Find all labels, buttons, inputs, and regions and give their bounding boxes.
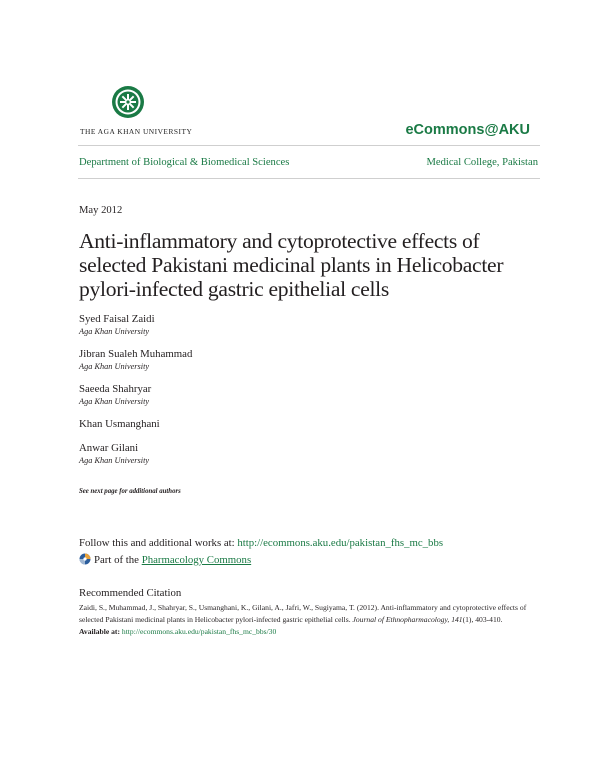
author-entry [79, 418, 379, 431]
author-name: Khan Usmanghani [79, 418, 160, 430]
network-icon [79, 553, 91, 565]
author-affiliation: Aga Khan University [79, 397, 150, 406]
available-at-label: Available at: [79, 627, 122, 636]
author-affiliation: Aga Khan University [79, 456, 150, 465]
author-affiliation: Aga Khan University [79, 327, 150, 336]
collection-url-link[interactable]: http://ecommons.aku.edu/pakistan_fhs_mc_bbs [237, 537, 444, 549]
author-entry [79, 383, 379, 407]
pharmacology-commons-link[interactable]: Pharmacology Commons [141, 554, 252, 566]
article-title: Anti-inflammatory and cytoprotective effects of selected Pakistani medicinal plants in Helicobacter pylori-infected gastric epithelial cells [79, 229, 504, 301]
author-affiliation: Aga Khan University [79, 362, 150, 371]
publication-date: May 2012 [79, 205, 123, 216]
citation-journal: Journal of Ethnopharmacology, 141 [352, 615, 463, 624]
citation-body: Zaidi, S., Muhammad, J., Shahryar, S., Usmanghani, K., Gilani, A., Jafri, W., Sugiyama, T. (2012). Anti-inflammatory and cytoprotective effects of selected Pakistani medicinal plants in Helicobacter pylori-infected gastric epithelial cells. [79, 603, 527, 624]
follow-line [79, 537, 443, 549]
citation-text [79, 602, 534, 638]
author-entry [79, 348, 379, 372]
citation-issue: (1), 403-410. [462, 615, 503, 624]
repository-link[interactable]: eCommons@AKU [405, 122, 530, 138]
header-divider-top [78, 145, 540, 146]
college-link[interactable]: Medical College, Pakistan [426, 157, 538, 168]
author-name: Anwar Gilani [79, 442, 139, 454]
author-list [79, 313, 379, 477]
header-divider-bottom [78, 178, 540, 179]
follow-text: Follow this and additional works at: [79, 537, 238, 549]
article-url-link[interactable]: http://ecommons.aku.edu/pakistan_fhs_mc_bbs/30 [121, 627, 277, 636]
author-name: Jibran Sualeh Muhammad [79, 348, 193, 360]
author-entry [79, 442, 379, 466]
part-of-line [79, 553, 251, 566]
recommended-citation-heading: Recommended Citation [79, 587, 182, 599]
university-name: THE AGA KHAN UNIVERSITY [80, 127, 193, 136]
see-next-page-note: See next page for additional authors [79, 488, 181, 495]
author-entry [79, 313, 379, 337]
department-link[interactable]: Department of Biological & Biomedical Sciences [79, 157, 290, 168]
part-of-text: Part of the [94, 554, 142, 566]
author-name: Saeeda Shahryar [79, 383, 152, 395]
author-name: Syed Faisal Zaidi [79, 313, 155, 325]
